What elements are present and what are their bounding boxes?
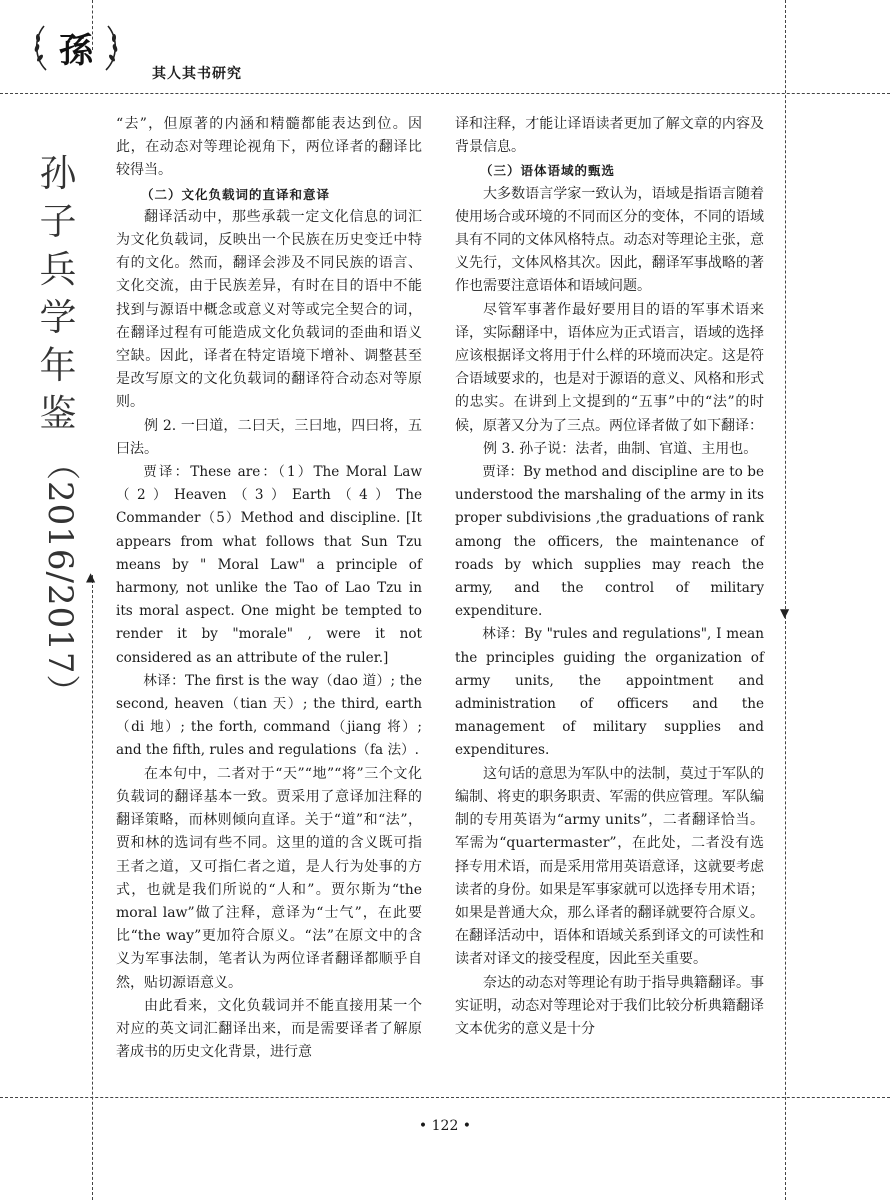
side-title-char: 孙 [39,152,77,195]
giles-translation: 贾译：By method and discipline are to be understood the marshaling of the army in its proper subdivisions ,the graduations of rank among the officers, the maintenance of roads by which supplies may reach the army, and the control of military expenditure. [455,464,764,620]
arrow-up-icon: ▲ [86,570,96,584]
footer-rule [0,1097,890,1098]
journal-side-title [34,150,82,710]
lin-translation: 林译：The first is the way（dao 道）; the second, heaven（tian 天）; the third, earth（di 地）; the forth, command（jiang 将）; and the fifth, rules and regulations（fa 法）. [116,672,422,759]
paragraph: 翻译活动中，那些承载一定文化信息的词汇为文化负载词，反映出一个民族在历史变迁中特有的文化。然而，翻译会涉及不同民族的语言、文化交流，由于民族差异，有时在目的语中不能找到与源语中概念或意义对等或完全契合的词，在翻译过程有可能造成文化负载词的歪曲和语义空缺。因此，译者在特定语境下增补、调整甚至是改写原文的文化负载词的翻译符合动态对等原则。 [116,208,422,411]
paragraph: 由此看来，文化负载词并不能直接用某一个对应的英文词汇翻译出来，而是需要译者了解原著成书的历史文化背景，进行意 [116,997,422,1061]
example-sentence: 例 2. 一曰道，二曰天，三曰地，四曰将，五曰法。 [116,417,422,457]
side-title-char: 学 [39,296,77,339]
paragraph: 译和注释，才能让译语读者更加了解文章的内容及背景信息。 [455,116,764,156]
section-heading: （三）语体语域的甄选 [480,163,616,179]
example-sentence: 例 3. 孙子说：法者，曲制、官道、主用也。 [483,440,758,457]
page-number: • 122 • [418,1118,472,1134]
arrow-down-icon: ▼ [780,606,790,620]
left-text-column [116,113,422,1064]
yearbook-logo [28,18,124,76]
side-title-char: 鉴 [39,392,77,435]
right-margin-rule [785,0,786,1200]
paragraph: 大多数语言学家一致认为，语域是指语言随着使用场合或环境的不同而区分的变体，不同的语域具有不同的文体风格特点。动态对等理论主张，意义先行，文体风格其次。因此，翻译军事战略的著作也需要注意语体和语域问题。 [455,185,764,295]
side-title-year: （2016/2017） [40,446,80,710]
running-header: 其人其书研究 [152,66,242,82]
lin-translation: 林译：By "rules and regulations", I mean the principles guiding the organization of army units, the appointment and administration of officers and the management of military supplies and expenditures. [455,626,764,759]
right-text-column [455,113,764,1041]
svg-text:孫: 孫 [59,31,93,71]
left-margin-rule [92,575,93,1200]
paragraph: 奈达的动态对等理论有助于指导典籍翻译。事实证明，动态对等理论对于我们比较分析典籍翻译文本优劣的意义是十分 [455,974,764,1037]
paragraph: 尽管军事著作最好要用目的语的军事术语来译，实际翻译中，语体应为正式语言，语域的选择应该根据译文将用于什么样的环境而决定。这是符合语域要求的，也是对于源语的意义、风格和形式的忠实。在讲到上文提到的“五事”中的“法”的时候，原著又分为了三点。两位译者做了如下翻译： [455,301,764,434]
section-heading: （二）文化负载词的直译和意译 [141,186,331,202]
paragraph: “去”，但原著的内涵和精髓都能表达到位。因此，在动态对等理论视角下，两位译者的翻译比较得当。 [116,116,422,179]
giles-translation: 贾译：These are：（1）The Moral Law（2）Heaven（3）Earth（4）The Commander（5）Method and discipline. [It appears from what follows that Sun Tzu means by " Moral Law" a principle of harmony, not unlike the Tao of Lao Tzu in its moral aspect. One might be tempted to render it by "morale" , were it not considered as an attribute of the ruler.] [116,464,422,666]
paragraph: 这句话的意思为军队中的法制，莫过于军队的编制、将吏的职务职责、军需的供应管理。军队编制的专用英语为“army units”，二者翻译恰当。军需为“quartermaster”，在此处，二者没有选择专用术语，而是采用常用英语意译，这就要考虑读者的身份。如果是军事家就可以选择专用术语；如果是普通大众，那么译者的翻译就要符合原义。在翻译活动中，语体和语域关系到译文的可读性和读者对译文的接受程度，因此至关重要。 [455,765,764,968]
paragraph: 在本句中，二者对于“天”“地”“将”三个文化负载词的翻译基本一致。贾采用了意译加注释的翻译策略，而林则倾向直译。关于“道”和“法”，贾和林的选词有些不同。这里的道的含义既可指王者之道，又可指仁者之道，是人行为处事的方式，也就是我们所说的“人和”。贾尔斯为“the moral law”做了注释，意译为“士气”，在此要比“the way”更加符合原义。“法”在原文中的含义为军事法制，笔者认为两位译者翻译都顺乎自然，贴切源语意义。 [116,765,422,991]
side-title-char: 子 [39,200,77,243]
side-title-char: 兵 [39,248,77,291]
header-rule [0,93,890,94]
side-title-char: 年 [39,344,77,387]
